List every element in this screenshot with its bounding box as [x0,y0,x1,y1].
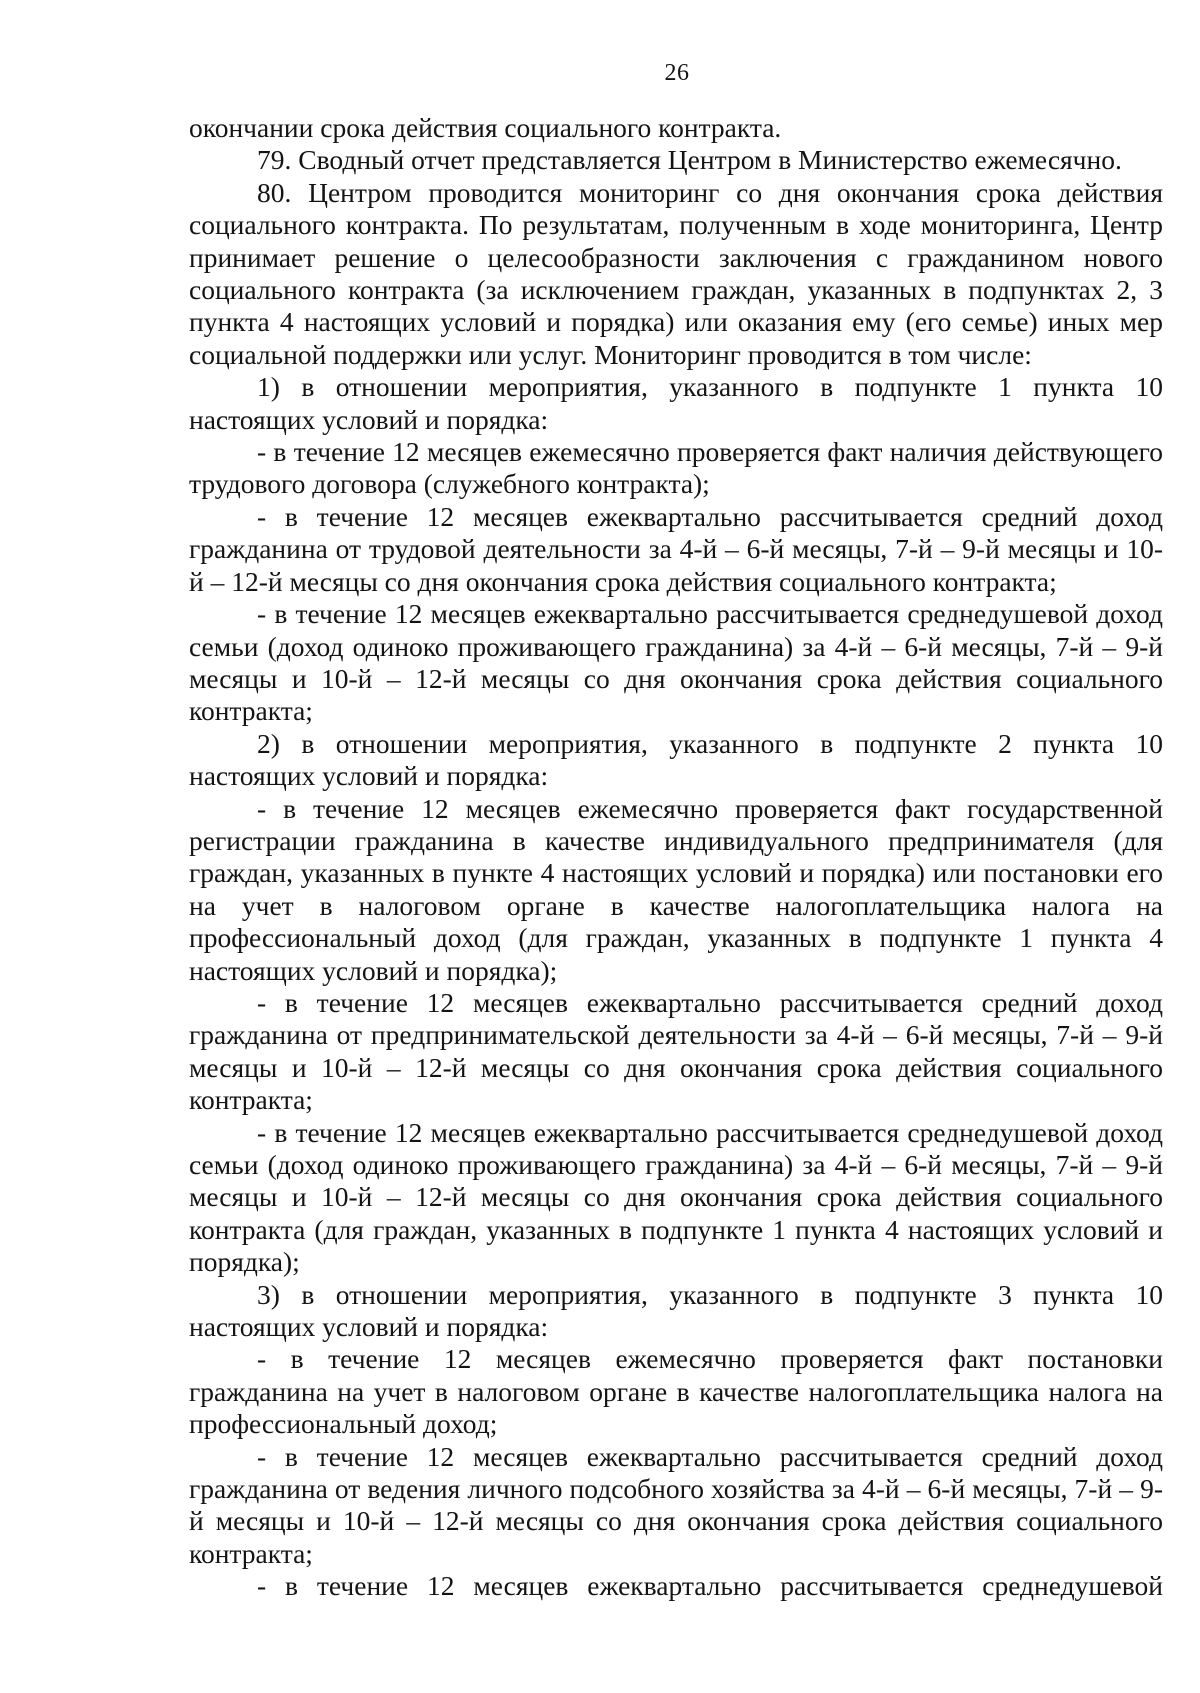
paragraph-item-80: 80. Центром проводится мониторинг со дня окончания срока действия социального контракта. По результатам, полученным в ходе мониторинга, Центр принимает решение о целесообразности заключения с гражданином нового социального контракта (за исключением граждан, указанных в подпунктах 2, 3 пункта 4 настоящих условий и порядка) или оказания ему (его семье) иных мер социальной поддержки или услуг. Мониторинг проводится в том числе: [189,176,1163,370]
subitem-1-bullet-2: - в течение 12 месяцев ежеквартально рассчитывается средний доход гражданина от трудовой деятельности за 4-й – 6-й месяцы, 7-й – 9-й месяцы и 10-й – 12-й месяцы со дня окончания срока действия социального контракта; [189,500,1163,597]
page-number: 26 [664,60,690,86]
subitem-1-heading: 1) в отношении мероприятия, указанного в подпункте 1 пункта 10 настоящих условий и порядка: [189,371,1163,435]
subitem-2-bullet-3: - в течение 12 месяцев ежеквартально рассчитывается среднедушевой доход семьи (доход одиноко проживающего гражданина) за 4-й – 6-й месяцы, 7-й – 9-й месяцы и 10-й – 12-й месяцы со дня окончания срока действия социального контракта (для граждан, указанных в подпункте 1 пункта 4 настоящих условий и порядка); [189,1116,1163,1278]
subitem-2-bullet-2: - в течение 12 месяцев ежеквартально рассчитывается средний доход гражданина от предпринимательской деятельности за 4-й – 6-й месяцы, 7-й – 9-й месяцы и 10-й – 12-й месяцы со дня окончания срока действия социального контракта; [189,986,1163,1116]
subitem-3-bullet-2: - в течение 12 месяцев ежеквартально рассчитывается средний доход гражданина от ведения личного подсобного хозяйства за 4-й – 6-й месяцы, 7-й – 9-й месяцы и 10-й – 12-й месяцы со дня окончания срока действия социального контракта; [189,1440,1163,1569]
subitem-2-heading: 2) в отношении мероприятия, указанного в подпункте 2 пункта 10 настоящих условий и порядка: [189,727,1163,792]
subitem-1-bullet-3: - в течение 12 месяцев ежеквартально рассчитывается среднедушевой доход семьи (доход одиноко проживающего гражданина) за 4-й – 6-й месяцы, 7-й – 9-й месяцы и 10-й – 12-й месяцы со дня окончания срока действия социального контракта; [189,598,1163,727]
subitem-2-bullet-1: - в течение 12 месяцев ежемесячно проверяется факт государственной регистрации гражданина в качестве индивидуального предпринимателя (для граждан, указанных в пункте 4 настоящих условий и порядка) или постановки его на учет в налоговом органе в качестве налогоплательщика налога на профессиональный доход (для граждан, указанных в подпункте 1 пункта 4 настоящих условий и порядка); [189,792,1163,986]
paragraph-item-79: 79. Сводный отчет представляется Центром в Министерство ежемесячно. [257,144,1122,176]
subitem-3-heading: 3) в отношении мероприятия, указанного в подпункте 3 пункта 10 настоящих условий и порядка: [189,1278,1163,1343]
paragraph-continuation: окончании срока действия социального контракта. [189,112,782,143]
document-body [189,112,1163,1603]
subitem-3-bullet-1: - в течение 12 месяцев ежемесячно проверяется факт постановки гражданина на учет в налоговом органе в качестве налогоплательщика налога на профессиональный доход; [189,1343,1163,1440]
subitem-1-bullet-1: - в течение 12 месяцев ежемесячно проверяется факт наличия действующего трудового договора (служебного контракта); [189,436,1163,500]
subitem-3-bullet-3: - в течение 12 месяцев ежеквартально рассчитывается среднедушевой [257,1570,1163,1602]
